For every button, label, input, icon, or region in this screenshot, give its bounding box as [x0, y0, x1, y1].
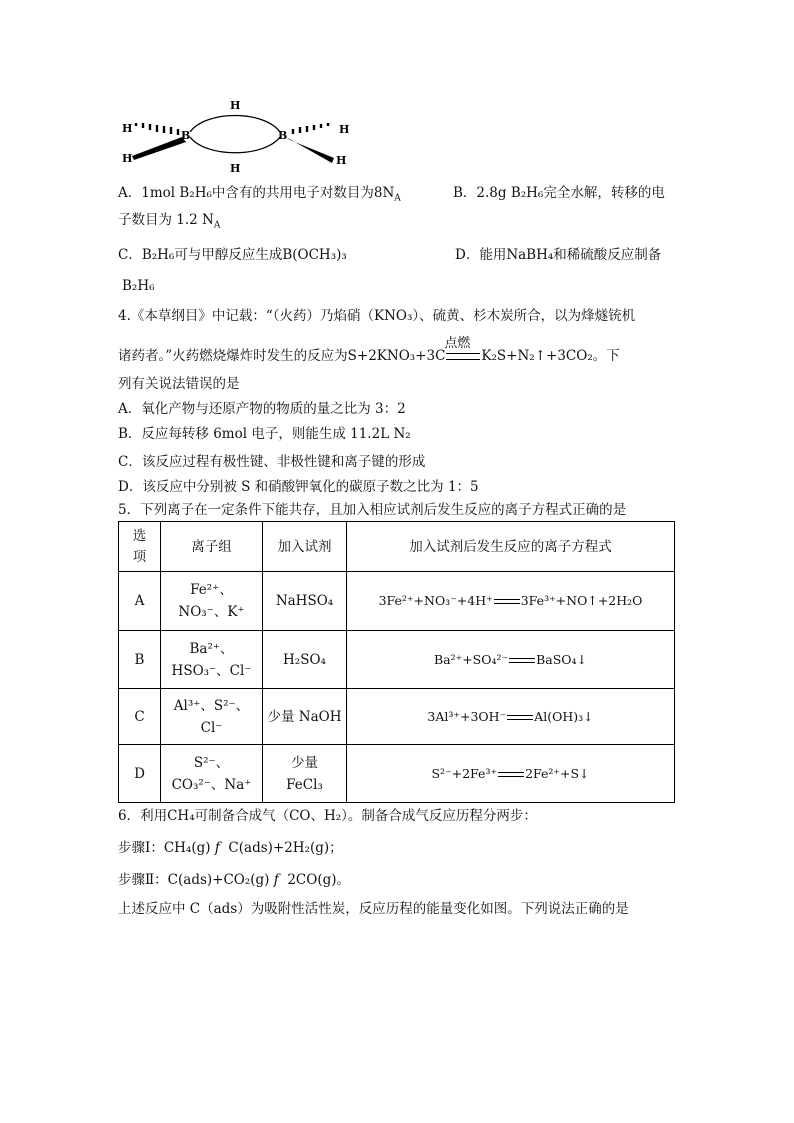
q4-equation-right: K₂S+N₂↑+3CO₂。下: [481, 348, 620, 364]
header-ions: 离子组: [161, 522, 263, 572]
row-option: A: [119, 572, 161, 631]
q4-stem-line1: 4.《本草纲目》中记载：“（火药）乃焰硝（KNO₃）、硫黄、杉木炭所合，以为烽燧铳机: [118, 308, 636, 324]
table-row: [119, 572, 675, 631]
q3-option-b-sub: A: [213, 220, 221, 231]
atom-h-right-top: H: [339, 123, 350, 136]
row-equation: S²⁻+2Fe³⁺ 2Fe²⁺+S↓: [347, 745, 675, 803]
header-reagent: 加入试剂: [263, 522, 347, 572]
q6-step1: [118, 838, 343, 858]
header-option: 选项: [119, 522, 161, 572]
atom-h-right-bottom: H: [336, 154, 347, 167]
table-row: [119, 745, 675, 803]
q6-step1-arrow-glyph: f: [214, 840, 220, 856]
q3-option-d-cont: B₂H₆: [122, 278, 155, 294]
q6-step2-arrow-glyph: f: [273, 872, 279, 888]
atom-h-left-top: H: [122, 122, 133, 135]
q6-step2-left: 步骤Ⅱ：C(ads)+CO₂(g): [118, 872, 270, 888]
row-option: D: [119, 745, 161, 803]
q6-step2: [118, 870, 350, 890]
row-ions: S²⁻、 CO₃²⁻、Na⁺: [161, 745, 263, 803]
row-reagent: NaHSO₄: [263, 572, 347, 631]
row-ions: Fe²⁺、 NO₃⁻、K⁺: [161, 572, 263, 631]
row-option: B: [119, 631, 161, 689]
header-equation: 加入试剂后发生反应的离子方程式: [347, 522, 675, 572]
q4-stem-line3: 列有关说法错误的是: [118, 376, 240, 392]
row-equation: 3Fe²⁺+NO₃⁻+4H⁺ 3Fe³⁺+NO↑+2H₂O: [347, 572, 675, 631]
table-row: [119, 631, 675, 689]
q4-option-c: C．该反应过程有极性键、非极性键和离子键的形成: [118, 454, 426, 470]
q3-option-d: D．能用NaBH₄和稀硫酸反应制备: [455, 247, 662, 263]
q4-option-b: B．反应每转移 6mol 电子，则能生成 11.2L N₂: [118, 426, 411, 442]
q4-equation-left: 诸药者。”火药燃烧爆炸时发生的反应为S+2KNO₃+3C: [118, 348, 446, 364]
row-equation: 3Al³⁺+3OH⁻ Al(OH)₃↓: [347, 689, 675, 745]
q3-option-b: B．2.8g B₂H₆完全水解，转移的电: [453, 185, 665, 201]
row-option: C: [119, 689, 161, 745]
q4-option-a: A．氧化产物与还原产物的物质的量之比为 3：2: [118, 401, 406, 417]
table-header-row: [119, 522, 675, 572]
row-ions: Al³⁺、S²⁻、 Cl⁻: [161, 689, 263, 745]
q5-table: [118, 521, 675, 803]
q3-option-b-cont: [118, 210, 220, 230]
q3-option-b-cont-text: 子数目为 1.2 N: [118, 212, 214, 228]
row-reagent: H₂SO₄: [263, 631, 347, 689]
atom-b-left: B: [181, 129, 191, 142]
q5-stem: 5．下列离子在一定条件下能共存，且加入相应试剂后发生反应的离子方程式正确的是: [118, 502, 627, 518]
q4-option-d: D．该反应中分别被 S 和硝酸钾氧化的碳原子数之比为 1：5: [118, 479, 479, 495]
b2h6-structure-diagram: [116, 92, 356, 174]
table-row: [119, 689, 675, 745]
q3-option-a-sub: A: [394, 193, 401, 204]
row-equation: Ba²⁺+SO₄²⁻ BaSO₄↓: [347, 631, 675, 689]
q6-last-line: 上述反应中 C（ads）为吸附性活性炭，反应历程的能量变化如图。下列说法正确的是: [118, 901, 629, 917]
q6-step2-right: 2CO(g)。: [287, 872, 351, 888]
q6-step1-left: 步骤Ⅰ：CH₄(g): [118, 840, 211, 856]
atom-b-right: B: [278, 129, 288, 142]
q3-option-a: [118, 183, 401, 203]
atom-h-left-bottom: H: [122, 152, 133, 165]
row-reagent: 少量 NaOH: [263, 689, 347, 745]
q6-step1-right: C(ads)+2H₂(g)；: [228, 840, 343, 856]
row-ions: Ba²⁺、 HSO₃⁻、Cl⁻: [161, 631, 263, 689]
atom-h-bridge-top: H: [230, 99, 241, 112]
q3-option-c: C．B₂H₆可与甲醇反应生成B(OCH₃)₃: [118, 247, 347, 263]
q4-stem-line2: [118, 336, 620, 366]
atom-h-bridge-bottom: H: [230, 162, 241, 174]
q4-equation-condition: 点燃: [444, 336, 471, 351]
q6-stem: 6．利用CH₄可制备合成气（CO、H₂）。制备合成气反应历程分两步：: [118, 808, 537, 824]
q4-equation-arrow: [444, 336, 480, 360]
q3-option-a-text: A．1mol B₂H₆中含有的共用电子对数目为8N: [118, 185, 395, 201]
row-reagent: 少量 FeCl₃: [263, 745, 347, 803]
